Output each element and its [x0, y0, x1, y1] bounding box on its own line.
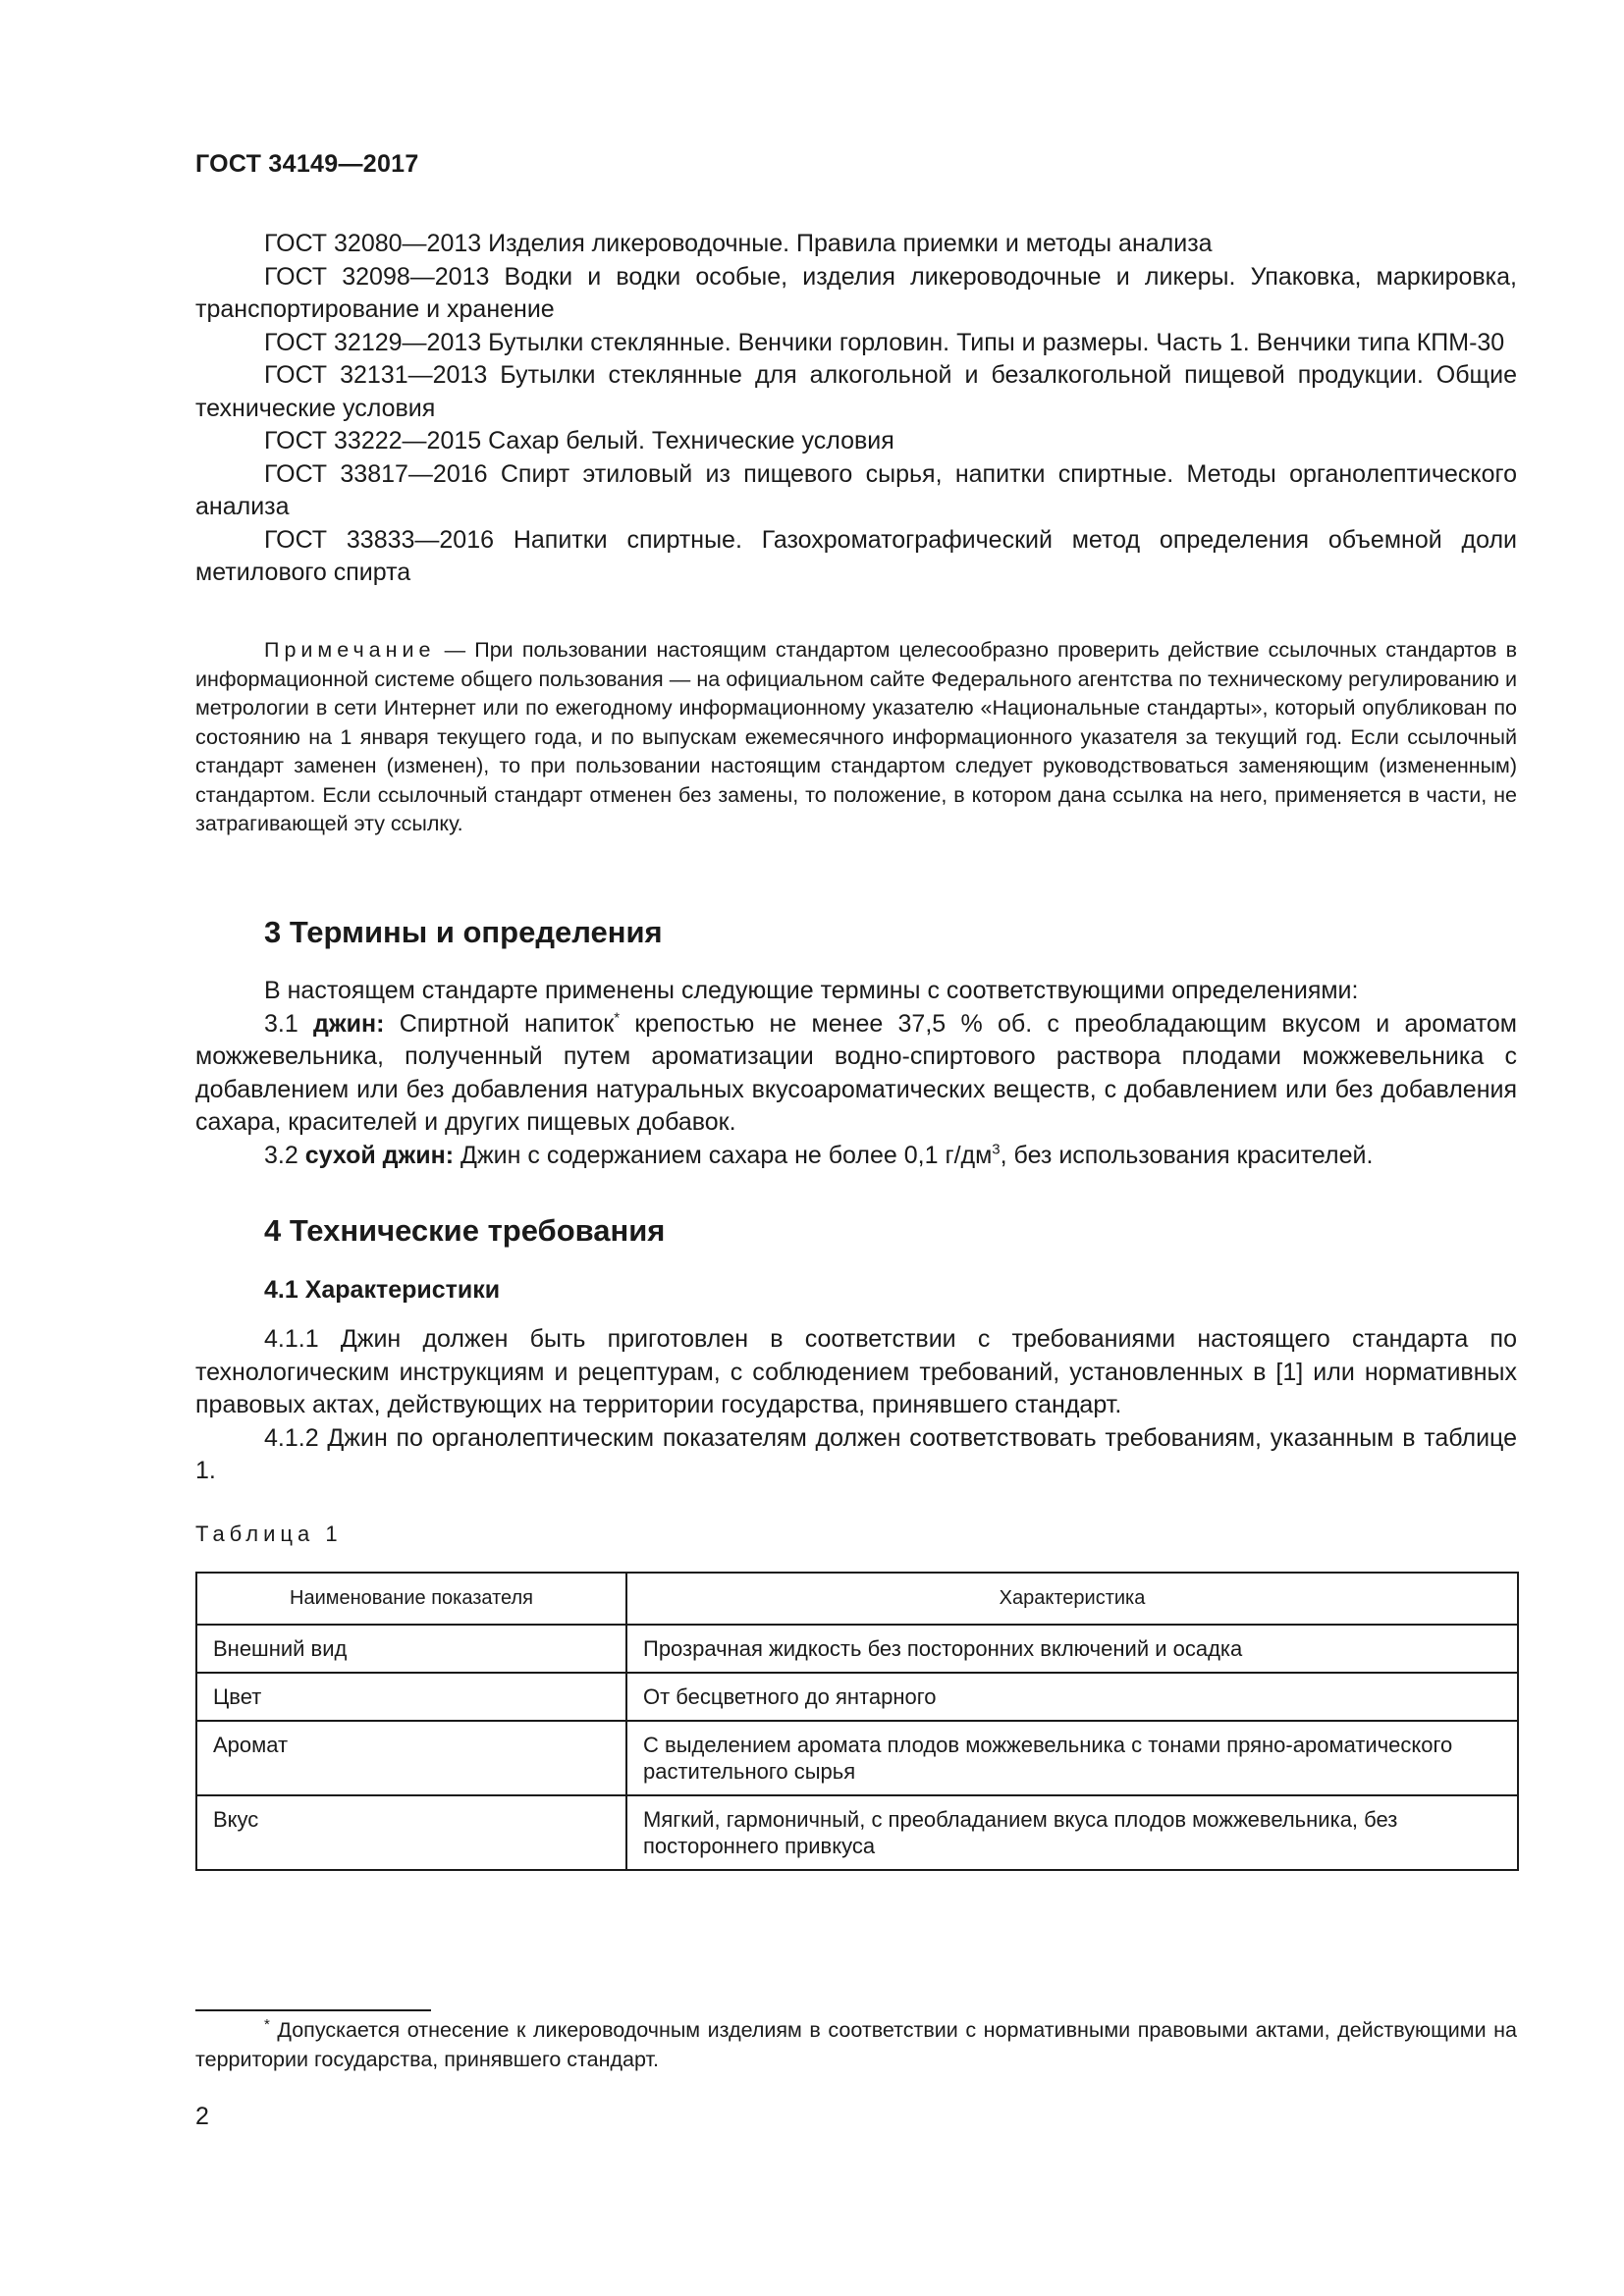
- table-cell-characteristic: Прозрачная жидкость без посторонних включений и осадка: [626, 1625, 1518, 1673]
- section-4-1-title: 4.1 Характеристики: [264, 1276, 501, 1304]
- footnote-marker: *: [264, 2015, 270, 2033]
- term-3-2: 3.2 сухой джин: Джин с содержанием сахара не более 0,1 $г/дм^3$, без использования красителей.: [264, 1141, 1374, 1169]
- section-3-body: [195, 975, 1517, 1172]
- table-cell-indicator: Внешний вид: [196, 1625, 626, 1673]
- footnote: [195, 2016, 1517, 2074]
- table-header-cell: Характеристика: [626, 1573, 1518, 1625]
- table-cell-characteristic: С выделением аромата плодов можжевельника с тонами пряно-ароматического растительного сырья: [626, 1721, 1518, 1795]
- section-3-title: 3 Термины и определения: [264, 915, 663, 949]
- footnote-text: Допускается отнесение к ликероводочным изделиям в соответствии с нормативными правовыми актами, действующими на территории государства, принявшего стандарт.: [195, 2018, 1517, 2071]
- note-label: Примечание: [264, 638, 436, 662]
- reference-item: ГОСТ 33833—2016 Напитки спиртные. Газохроматографический метод определения объемной доли метилового спирта: [195, 525, 1517, 586]
- table-row: [196, 1795, 1518, 1870]
- table-1-caption: Таблица 1: [195, 1522, 343, 1546]
- table-cell-characteristic: Мягкий, гармоничный, с преобладанием вкуса плодов можжевельника, без постороннего привкуса: [626, 1795, 1518, 1870]
- document-header-id: ГОСТ 34149—2017: [195, 150, 419, 178]
- term-dry-gin: сухой джин:: [304, 1141, 455, 1169]
- table-cell-indicator: Цвет: [196, 1673, 626, 1721]
- reference-item: ГОСТ 32129—2013 Бутылки стеклянные. Венчики горловин. Типы и размеры. Часть 1. Венчики типа КПМ-30: [264, 328, 1505, 356]
- reference-item: ГОСТ 32131—2013 Бутылки стеклянные для алкогольной и безалкогольной пищевой продукции. Общие технические условия: [195, 361, 1517, 422]
- section-4-1-body: [195, 1323, 1517, 1488]
- table-row: [196, 1721, 1518, 1795]
- note-text: — При пользовании настоящим стандартом целесообразно проверить действие ссылочных стандартов в информационной системе общего пользования — на официальном сайте Федерального агентства по техническому регулированию и метрологии в сети Интернет или по ежегодному информационному указателю «Национальные стандарты», который опубликован по состоянию на 1 января текущего года, и по выпускам ежемесячного информационного указателя за текущий год. Если ссылочный стандарт заменен (изменен), то при пользовании настоящим стандартом следует руководствоваться заменяющим (измененным) стандартом. Если ссылочный стандарт отменен без замены, то положение, в котором дана ссылка на него, применяется в части, не затрагивающей эту ссылку.: [195, 638, 1517, 835]
- paragraph-4-1-1: 4.1.1 Джин должен быть приготовлен в соответствии с требованиями настоящего стандарта по технологическим инструкциям и рецептурам, с соблюдением требований, установленных в [1] или нормативных правовых актах, действующих на территории государства, принявшего стандарт.: [195, 1325, 1517, 1418]
- page-number: 2: [195, 2103, 209, 2130]
- table-cell-indicator: Аромат: [196, 1721, 626, 1795]
- section-3-intro: В настоящем стандарте применены следующие термины с соответствующими определениями:: [264, 977, 1359, 1004]
- reference-item: ГОСТ 32098—2013 Водки и водки особые, изделия ликероводочные и ликеры. Упаковка, маркировка, транспортирование и хранение: [195, 262, 1517, 323]
- footnote-marker: *: [614, 1009, 621, 1027]
- reference-item: ГОСТ 32080—2013 Изделия ликероводочные. Правила приемки и методы анализа: [264, 230, 1213, 257]
- normative-references-list: [195, 228, 1517, 590]
- table-cell-characteristic: От бесцветного до янтарного: [626, 1673, 1518, 1721]
- term-gin: джин:: [313, 1009, 385, 1038]
- footnote-divider: [195, 2009, 431, 2011]
- table-header-cell: Наименование показателя: [196, 1573, 626, 1625]
- reference-item: ГОСТ 33222—2015 Сахар белый. Технические условия: [264, 427, 894, 454]
- table-header-row: [196, 1573, 1518, 1625]
- table-row: [196, 1673, 1518, 1721]
- term-3-1: 3.1 джин: Спиртной напиток* крепостью не менее 37,5 % об. с преобладающим вкусом и ароматом можжевельника, полученный путем ароматизации водно-спиртового раствора плодами можжевельника с добавлением или без добавления натуральных вкусоароматических веществ, с добавлением или без добавления сахара, красителей и других пищевых добавок.: [195, 1009, 1517, 1136]
- table-row: [196, 1625, 1518, 1673]
- paragraph-4-1-2: 4.1.2 Джин по органолептическим показателям должен соответствовать требованиям, указанным в таблице 1.: [195, 1423, 1517, 1484]
- reference-item: ГОСТ 33817—2016 Спирт этиловый из пищевого сырья, напитки спиртные. Методы органолептического анализа: [195, 459, 1517, 520]
- section-4-title: 4 Технические требования: [264, 1213, 666, 1248]
- unit-superscript: 3: [992, 1141, 1001, 1158]
- table-1: [195, 1572, 1519, 1871]
- references-note: [195, 636, 1517, 839]
- table-cell-indicator: Вкус: [196, 1795, 626, 1870]
